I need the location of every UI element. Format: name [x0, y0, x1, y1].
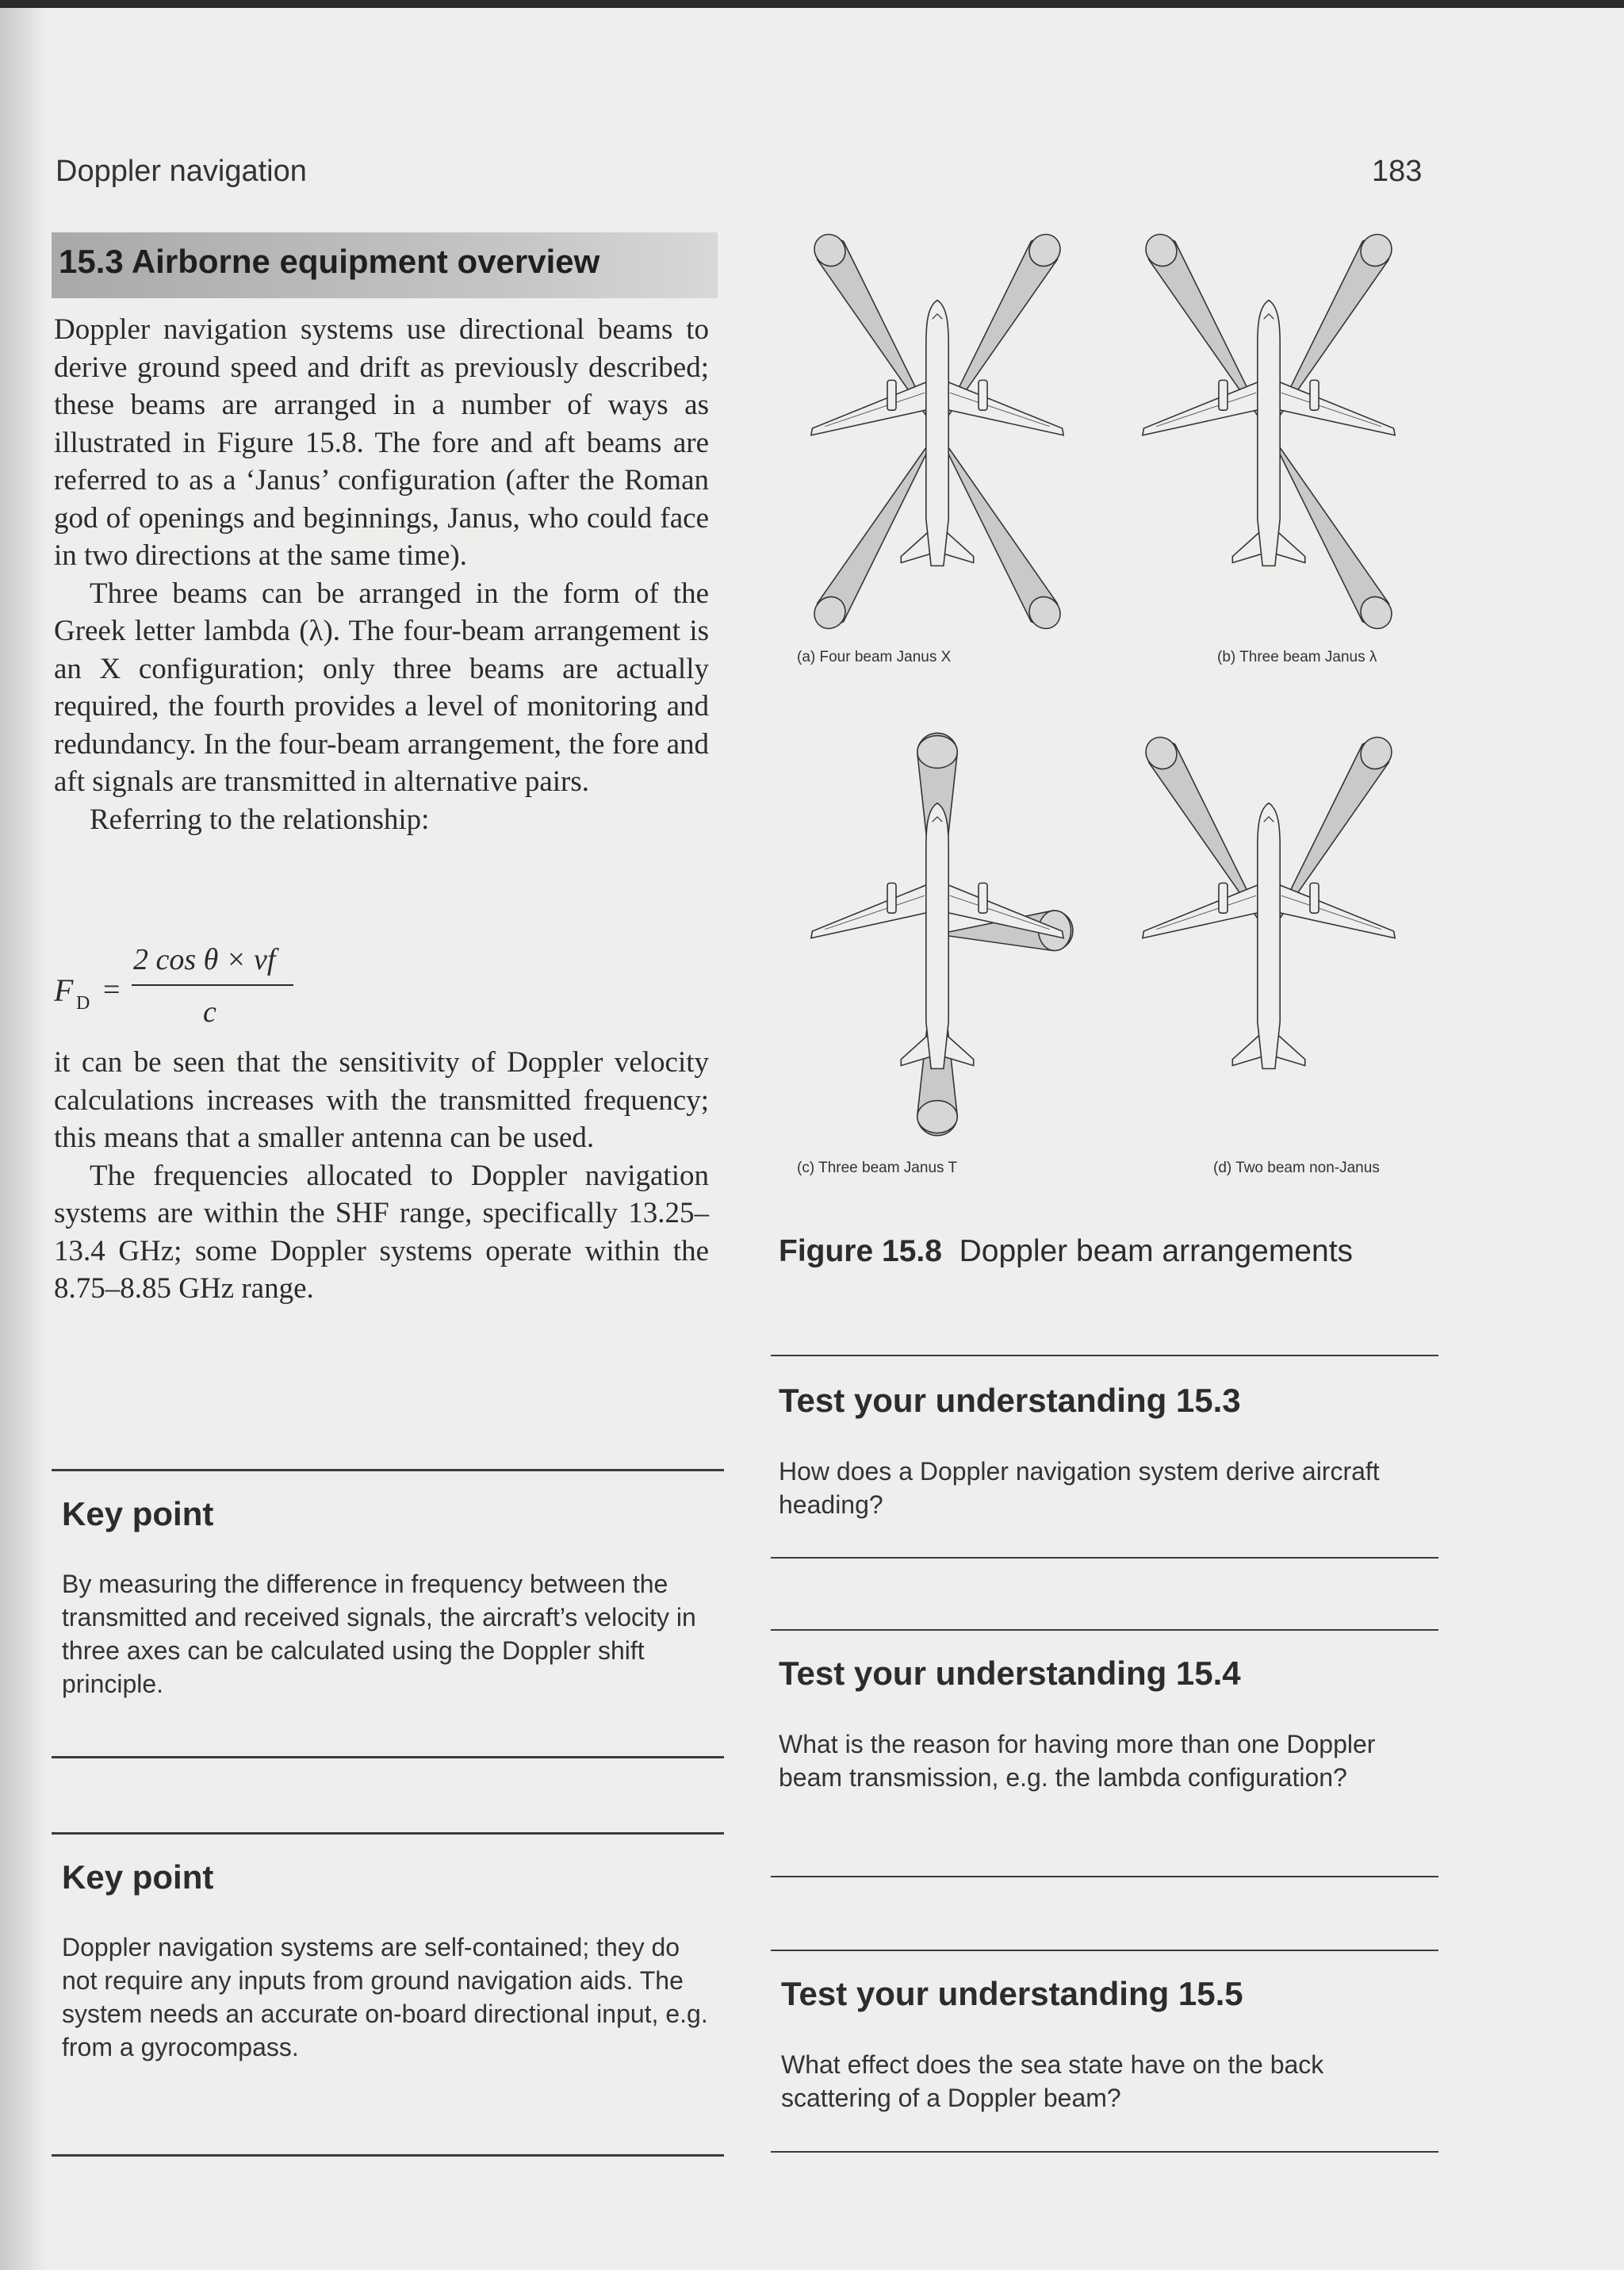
doppler-formula [54, 936, 371, 1031]
formula-equals: = [103, 973, 121, 1007]
test-15-3-question: How does a Doppler navigation system derive aircraft heading? [779, 1457, 1380, 1519]
test-15-3-top-rule [771, 1355, 1438, 1356]
caption-d: (d) Two beam non-Janus [1213, 1160, 1380, 1176]
keypoint-2-text: Doppler navigation systems are self-contained; they do not require any inputs from ground navigation aids. The system needs an accurate on-board directional input, e.g. from a gyrocompass. [62, 1933, 708, 2061]
formula-lhs: F [54, 972, 74, 1008]
section-title: 15.3 Airborne equipment overview [59, 243, 600, 280]
caption-b: (b) Three beam Janus λ [1217, 649, 1377, 665]
paragraph-sensitivity: it can be seen that the sensitivity of Doppler velocity calculations increases with the transmitted frequency; this means that a smaller antenna can be used. [54, 1046, 709, 1154]
figure-title: Doppler beam arrangements [959, 1234, 1354, 1268]
test-15-3-bottom-rule [771, 1557, 1438, 1559]
paragraph-janus: Doppler navigation systems use directional beams to derive ground speed and drift as previously described; these beams are arranged in a number of ways as illustrated in Figure 15.8. The fore and aft beams are referred to as a ‘Janus’ configuration (after the Roman god of openings and beginnings, Janus, who could face in two directions at the same time). [54, 313, 709, 572]
paragraph-lambda: Three beams can be arranged in the form of the Greek letter lambda (λ). The four-beam arrangement is an X configuration; only three beams are actually required, the fourth provides a level of monitoring and redundancy. In the four-beam arrangement, the fore and aft signals are transmitted in alternative pairs. [54, 577, 709, 798]
page-top-edge [0, 0, 1624, 8]
body-text-lower [54, 1044, 709, 1308]
formula-subscript: D [76, 993, 90, 1014]
keypoint-1-top-rule [52, 1469, 724, 1471]
formula-numerator: 2 cos θ × vf [133, 943, 276, 976]
diagram-three-beam-janus-lambda [1094, 225, 1443, 638]
caption-c: (c) Three beam Janus T [797, 1160, 958, 1176]
page-number: 183 [1372, 155, 1423, 188]
test-15-4-top-rule [771, 1629, 1438, 1631]
binding-shadow [0, 8, 48, 2270]
body-text-upper [54, 311, 709, 838]
keypoint-2-top-rule [52, 1832, 724, 1835]
test-15-5-question: What effect does the sea state have on the back scattering of a Doppler beam? [781, 2050, 1324, 2112]
keypoint-2-title: Key point [62, 1858, 214, 1896]
test-15-5-title: Test your understanding 15.5 [781, 1975, 1243, 2012]
figure-caption [779, 1234, 1353, 1269]
test-15-4-title: Test your understanding 15.4 [779, 1655, 1241, 1692]
test-15-3-title: Test your understanding 15.3 [779, 1382, 1241, 1419]
formula-denominator: c [203, 995, 216, 1029]
test-15-5-bottom-rule [771, 2151, 1438, 2153]
diagram-two-beam-non-janus [1094, 728, 1443, 1141]
test-15-4-bottom-rule [771, 1876, 1438, 1877]
diagram-four-beam-janus-x [763, 225, 1112, 638]
caption-a: (a) Four beam Janus X [797, 649, 952, 665]
paragraph-frequencies: The frequencies allocated to Doppler navigation systems are within the SHF range, specifically 13.25–13.4 GHz; some Doppler systems operate within the 8.75–8.85 GHz range. [54, 1159, 709, 1305]
running-head: Doppler navigation [56, 155, 307, 188]
diagram-three-beam-janus-t [763, 728, 1112, 1141]
keypoint-1-title: Key point [62, 1495, 214, 1532]
figure-label: Figure 15.8 [779, 1234, 942, 1268]
keypoint-2-bottom-rule [52, 2154, 724, 2157]
paragraph-relationship: Referring to the relationship: [90, 803, 430, 836]
keypoint-1-bottom-rule [52, 1756, 724, 1758]
test-15-4-question: What is the reason for having more than one Doppler beam transmission, e.g. the lambda configuration? [779, 1730, 1376, 1792]
test-15-5-top-rule [771, 1950, 1438, 1951]
keypoint-1-text: By measuring the difference in frequency between the transmitted and received signals, the aircraft’s velocity in three axes can be calculated using the Doppler shift principle. [62, 1570, 696, 1698]
